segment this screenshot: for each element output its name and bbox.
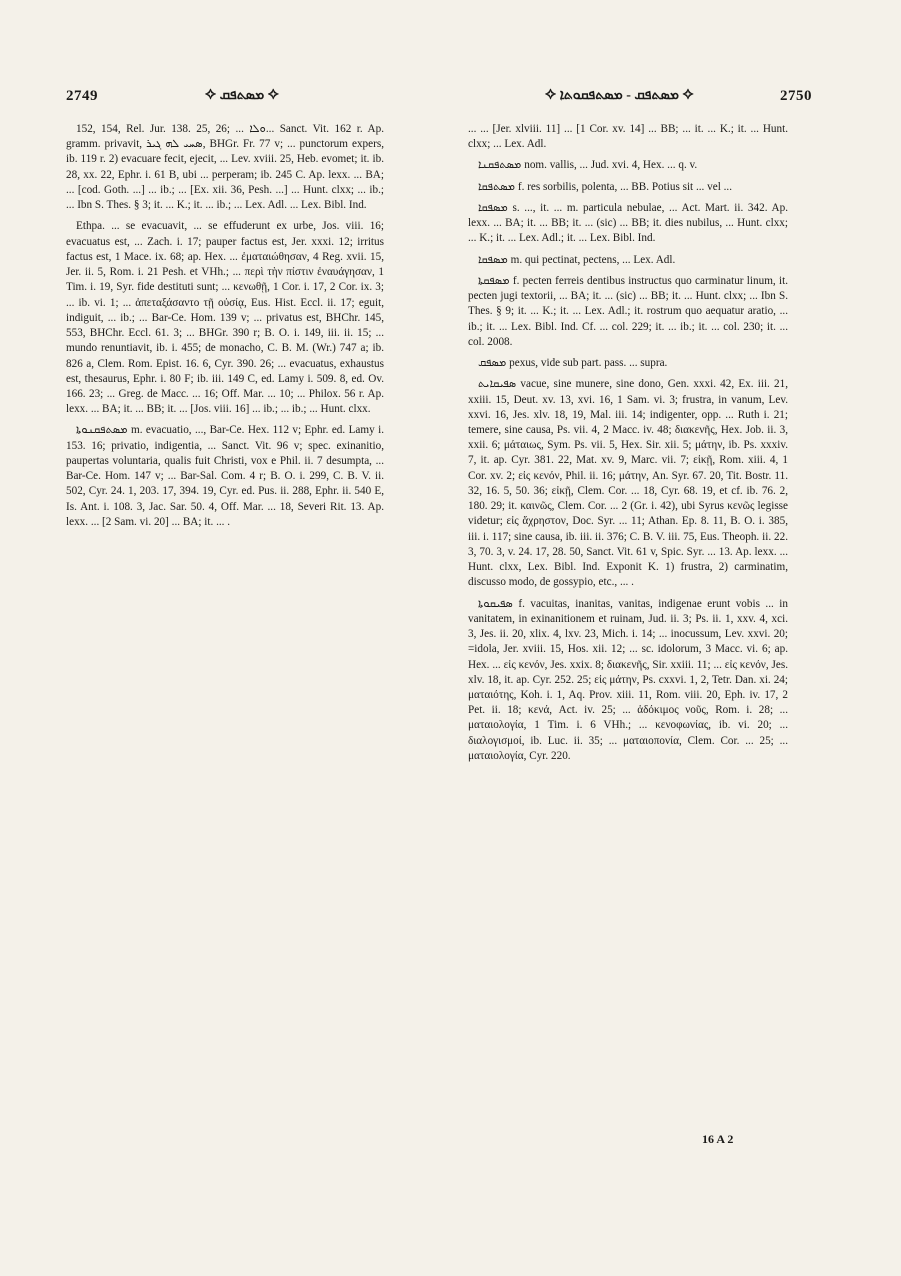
entry-paragraph: ܡܣܦܩ pexus, vide sub part. pass. ... supra.	[478, 357, 668, 370]
entry-paragraph: ܡܣܬܦܩܢܐ nom. vallis, ... Jud. xvi. 4, Hex. ... q. v.	[478, 159, 698, 172]
left-running-head: ✧ ܡܣܬܦܩ ✧	[205, 88, 279, 103]
entry-paragraph: 152, 154, Rel. Jur. 138. 25, 26; ... ܘܠܐ... Sanct. Vit. 162 r. Ap. gramm. privavit, ܣܚܝ ܠܗ ܓܝܪ, BHGr. Fr. 77 v; ... punctorum expers, ib. 119 r. 2) evacuare fecit, ejecit, ... Lev. xviii. 25, Heb. evomet; it. ib. 28, xx. 22, Ephr. i. 61 B, ubi ... perperam; ib. 245 C. Ap. lexx. ... BA; ... [cod. Goth. ...] ... ib.; ... [Ex. xii. 36, Pesh. ...] ... Hunt. clxx; ... ib.; ... Ibn S. Thes. § 3; it. ... K.; it. ... ib.; ... Lex. Adl. ... Lex. Bibl. Ind.	[66, 123, 384, 212]
entry-paragraph: ܡܣܦܩܐ m. qui pectinat, pectens, ... Lex. Adl.	[478, 253, 676, 266]
entry-paragraph: Ethpa. ... se evacuavit, ... se effuderunt ex urbe, Jos. viii. 16; evacuatus est, ... Zach. i. 17; pauper factus est, Jer. xxxi. 12; irritus factus est, 1 Mace. ix. 68; ap. Hex. ... ἐματαιώθησαν, 4 Reg. xvii. 15, Jer. ii. 5, Rom. i. 21 Pesh. et VHh.; ... περὶ τὴν πίστιν ἐναυάγησαν, 1 Tim. i. 19, Syr. fide destituti sunt; ... κενωθῇ, 1 Cor. i. 17, 2 Cor. ix. 3; ... ib. vi. 1; ... ἀπεταξάσαντο τῇ οὐσίᾳ, Eus. Hist. Eccl. ii. 17; eguit, indiguit, ... ib.; ... Bar-Ce. Hom. 139 v; ... privatus est, BHChr. 145, 553, BHChr. Eccl. 61. 3; ... BHGr. 390 r; B. O. i. 149, iii. ii. 15; ... mundo renuntiavit, ib. i. 455; de monacho, C. B. M. (Wr.) 747 a; ib. 826 a, Clem. Rom. Epist. 16. 6, Cyr. 390. 26; ... evacuatus, exhaustus est, thesaurus, Ephr. i. 80 F; ib. iii. 149 C, ed. Lamy i. 509. 8, ed. Ov. 166. 23; ... Greg. de Macc. ... 16; Off. Mar. ... 10; ... Philox. 56 r. Ap. lexx. ... BA; it. ... BB; it. ... [Jos. viii. 16] ... ib.; ... ib.; ... Hunt. clxx.	[66, 220, 384, 416]
entry-paragraph: ܡܣܦܩܬܐ f. pecten ferreis dentibus instructus quo carminatur linum, it. pecten jugi textorii, ... BA; it. ... (sic) ... BB; it. ... Hunt. clxx; ... Ibn S. Thes. § 9; it. ... K.; it. ... Lex. Adl.; it. rostrum quo aequatur aratio, ... ib.; it. ... Lex. Bibl. Ind. Cf. ... col. 229; it. ... ib.; it. ... col. 230; it. ... col. 2008.	[468, 274, 788, 348]
left-column	[66, 122, 384, 536]
right-page-number: 2750	[780, 88, 812, 104]
signature-mark: 16 A 2	[702, 1132, 734, 1146]
entry-paragraph: ... ... [Jer. xlviii. 11] ... [1 Cor. xv. 14] ... BB; ... it. ... K.; it. ... Hunt. clxx; ... Lex. Adl.	[468, 123, 788, 151]
entry-paragraph: ܣܦܝܩܘܬܐ f. vacuitas, inanitas, vanitas, indigenae erunt vobis ... in vanitatem, in exinanitionem et ruinam, Jud. ii. 3; Ps. ii. 1, xxv. 4, xci. 3, Jes. ii. 20, xlix. 4, lxv. 23, Mich. i. 14; ... inocussum, Lev. xxvi. 20; =idola, Jer. xviii. 15, Hos. xii. 12; ... sc. idolorum, 3 Macc. vi. 6; ap. Hex. ... εἰς κενόν, Jes. xxix. 8; διακενῆς, Sir. xxiii. 11; ... εἰς κενόν, Jes. xlv. 18, it. ap. Cyr. 252. 25; εἰς μάτην, Ps. cxxvi. 1, 2, Tetr. Dan. xi. 24; ματαιότης, Koh. i. 1, Aq. Prov. xiii. 11, Rom. viii. 20, Eph. iv. 17, 2 Pet. ii. 18; κενά, Act. iv. 25; ... ἀδόκιμος νοῦς, Rom. i. 28; ... ματαιολογία, 1 Tim. i. 6 VHh.; ... κενοφωνίας, ib. vi. 20; ... διαλογισμοί, ib. Luc. ii. 35; ... ματαιοπονία, Clem. Cor. ... 25; ... ματαιολογία, Cyr. 220.	[468, 597, 789, 762]
right-running-head: ✧ ܡܣܬܦܩ - ܡܣܬܦܩܘܬܐ ✧	[545, 88, 694, 103]
entry-paragraph: ܡܣܦܩܐ s. ..., it. ... m. particula nebulae, ... Act. Mart. ii. 342. Ap. lexx. ... BA; it. ... BB; it. ... (sic) ... BB; it. dies nubilus, ... Hunt. clxx; ... K.; it. ... Lex. Adl.; it. ... Lex. Bibl. Ind.	[468, 201, 788, 245]
right-column	[468, 122, 788, 770]
left-page-number: 2749	[66, 88, 98, 104]
entry-paragraph: ܡܣܬܦܩܢܘܬܐ m. evacuatio, ..., Bar-Ce. Hex. 112 v; Ephr. ed. Lamy i. 153. 16; privatio, indigentia, ... Sanct. Vit. 96 v; spec. exinanitio, paupertas voluntaria, qualis fuit Christi, vox e Phil. ii. 7 desumpta, ... Bar-Ce. Hom. 147 v; ... Bar-Sal. Com. 4 r; B. O. i. 299, C. B. V. ii. 502, Cyr. 24. 1, 203. 17, 394. 19, Cyr. ed. Pus. ii. 288, Ephr. ii. 540 E, Is. Ant. i. 108. 3, Jac. Sar. 50. 4, Off. Mar. ... 18, Severi Rit. 13. Ap. lexx. ... [2 Sam. vi. 20] ... BA; it. ... .	[66, 424, 384, 528]
entry-paragraph: ܣܦܝܩܐܝܬ vacue, sine munere, sine dono, Gen. xxxi. 42, Ex. iii. 21, xxiii. 15, Deut. xv. 13, xvi. 16, 1 Sam. vi. 3; frustra, in vanum, Lev. xxvi. 16, Jes. xlv. 18, 19, Mal. iii. 14; indigenter, opp. ... Ruth i. 21; temere, sine causa, Ps. vii. 4, 2 Macc. iv. 48; διακενῆς, Hex. Job. ii. 3, xxii. 6; μάταιως, Sym. Ps. vii. 5, Hex. Sir. xii. 5; μάτην, ib. Ps. xxxiv. 7, it. ap. Cyr. 381. 22, Mat. xv. 9, Marc. vii. 7; εἰκῇ, Rom. xiii. 4, 1 Cor. xv. 2; εἰς κενόν, Phil. ii. 16; μάτην, An. Syr. 67. 20, Tit. Bostr. 11. 32, 16. 5, 50. 36; εἰκῇ, Clem. Cor. ... 18, Cyr. 68. 19, et cf. ib. 76. 2, 180. 29; it. καινῶς, Clem. Cor. ... 2 (Gr. i. 42), ubi Syrus κενῶς legisse videtur; εἰς ἄχρηστον, Doc. Syr. ... 11; Athan. Ep. 8. 11, B. O. i. 385, iii. i. 117; sine causa, ib. iii. ii. 376; C. B. V. iii. 75, Eus. Theoph. ii. 22. 3, 70. 3, v. 24. 17, 28. 50, Sanct. Vit. 61 v, Spic. Syr. ... 13. Ap. lexx. ... Hunt. clxx, Lex. Bibl. Ind. Exponit K. 1) frustra, 2) carminatim, discusso modo, de gossypio, etc., ... .	[468, 378, 788, 589]
entry-paragraph: ܡܣܬܦܩܐ f. res sorbilis, polenta, ... BB. Potius sit ... vel ...	[478, 180, 733, 193]
